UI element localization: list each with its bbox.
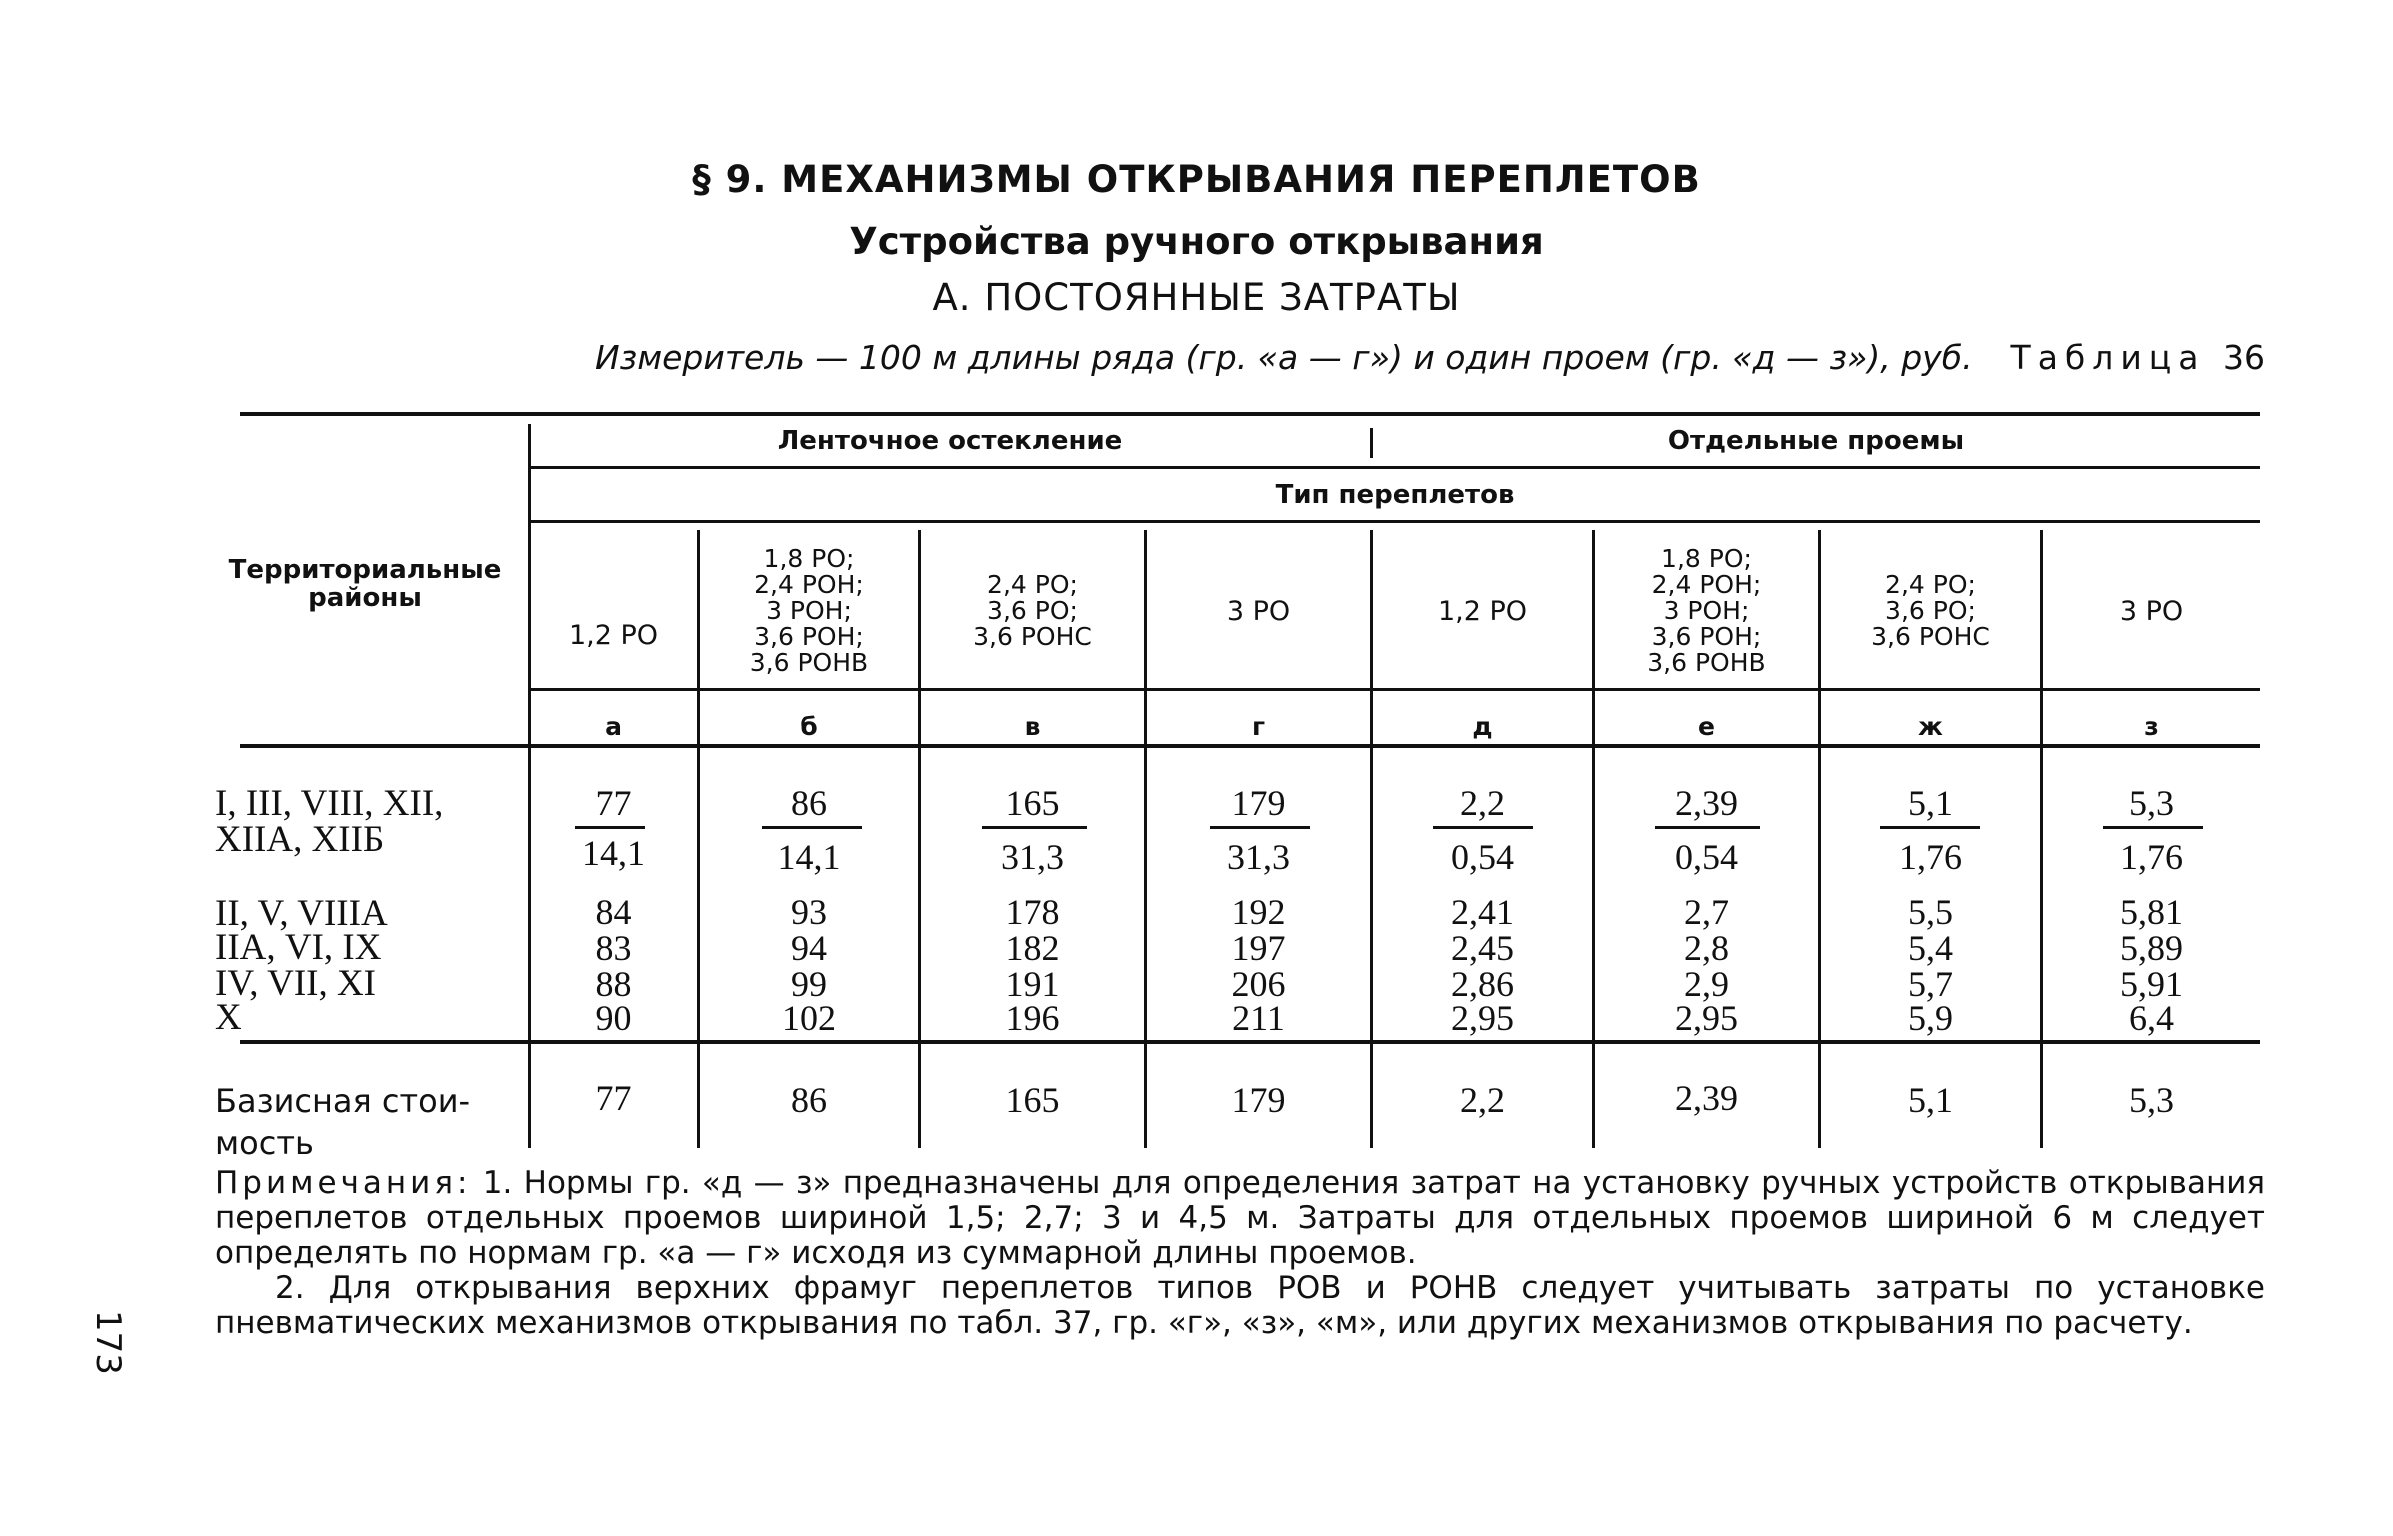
table-cell: 84: [595, 892, 632, 932]
col-type-b: [700, 546, 918, 676]
table-cell: 5,4: [1908, 928, 1953, 968]
table-cell: 2,95: [1675, 998, 1738, 1038]
basis-cell: 5,3: [2129, 1080, 2174, 1120]
table-word: Таблица: [2010, 338, 2206, 377]
col-letter: д: [1472, 712, 1493, 741]
region-label: IIА, VI, IX: [215, 927, 382, 968]
fraction-denominator: 0,54: [1451, 837, 1514, 877]
notes: [215, 1166, 2265, 1341]
table-cell: 6,4: [2129, 998, 2174, 1038]
table-cell: 182: [1005, 928, 1060, 968]
table-cell: 94: [791, 928, 827, 968]
table-cell: 83: [595, 928, 632, 968]
basis-cell: 86: [791, 1080, 827, 1120]
col-type-b-line: 2,4 РОН;: [754, 570, 864, 599]
col-letter: в: [1024, 712, 1041, 741]
col-type-z: 3 РО: [2119, 596, 2184, 627]
region-label-line: XIIА, XIIБ: [215, 819, 385, 860]
fraction-numerator: 2,39: [1675, 783, 1738, 823]
col-type-a: 1,2 РО: [568, 620, 659, 651]
basis-cost-label: [215, 1080, 470, 1164]
col-type-b-line: 1,8 РО;: [763, 544, 855, 573]
col-type-b-line: 3 РОН;: [766, 596, 852, 625]
fraction-bar: [762, 826, 862, 829]
fraction-numerator: 86: [791, 783, 827, 823]
note-1: [215, 1166, 2265, 1271]
table-cell: 2,9: [1684, 964, 1729, 1004]
table-cell: 2,86: [1451, 964, 1514, 1004]
col-type-zh-line: 3,6 РОНС: [1871, 622, 1990, 651]
table-cell: 206: [1231, 964, 1286, 1004]
table-number: 36: [2223, 338, 2265, 377]
table-cell: 2,7: [1684, 892, 1729, 932]
measurement-unit: Измеритель — 100 м длины ряда (гр. «а — г») и один проем (гр. «д — з»), руб.: [595, 338, 1973, 377]
basis-cell: 2,39: [1675, 1078, 1738, 1118]
col-type-e-line: 1,8 РО;: [1661, 544, 1752, 573]
col-letter: а: [605, 712, 622, 741]
subsection-heading: Устройства ручного открывания: [849, 220, 1544, 263]
page-number: 173: [88, 1310, 128, 1375]
col-letter: б: [800, 712, 818, 741]
fraction-numerator: 179: [1231, 783, 1286, 823]
table-cell: 5,7: [1908, 964, 1953, 1004]
table-cell: 88: [595, 964, 632, 1004]
col-letter: ж: [1918, 712, 1943, 741]
basis-cell: 2,2: [1460, 1080, 1505, 1120]
part-heading: А. ПОСТОЯННЫЕ ЗАТРАТЫ: [932, 276, 1461, 319]
col-type-b-line: 3,6 РОН;: [754, 622, 864, 651]
table-cell: 2,45: [1451, 928, 1514, 968]
fraction-denominator: 1,76: [2120, 837, 2183, 877]
fraction-denominator: 1,76: [1899, 837, 1962, 877]
col-type-b-line: 3,6 РОНВ: [749, 648, 869, 677]
notes-title: Примечания:: [215, 1165, 472, 1201]
table-cell: 5,9: [1908, 998, 1953, 1038]
fraction-denominator: 0,54: [1675, 837, 1738, 877]
table-cell: 192: [1231, 892, 1286, 932]
table-cell: 102: [782, 998, 836, 1038]
fraction-numerator: 5,1: [1908, 783, 1953, 823]
fraction-bar: [1880, 826, 1980, 829]
col-type-v-line: 3,6 РО;: [987, 596, 1078, 625]
col-type-e: [1595, 546, 1818, 676]
table-cell: 211: [1232, 998, 1285, 1038]
col-type-zh: [1821, 572, 2040, 650]
col-type-v-line: 2,4 РО;: [987, 570, 1078, 599]
col-type-zh-line: 3,6 РО;: [1885, 596, 1976, 625]
frame-type-header: Тип переплетов: [1275, 480, 1515, 510]
col-type-e-line: 3,6 РОНВ: [1647, 648, 1766, 677]
region-label: [215, 783, 444, 860]
group-header-openings: Отдельные проемы: [1667, 426, 1965, 456]
region-label: IV, VII, XI: [215, 963, 377, 1004]
col-type-zh-line: 2,4 РО;: [1885, 570, 1976, 599]
fraction-bar: [2103, 826, 2203, 829]
fraction-bar: [1655, 826, 1760, 829]
fraction-bar: [1433, 826, 1533, 829]
basis-cell: 77: [595, 1078, 632, 1118]
table-label: [2011, 338, 2265, 377]
table-cell: 2,41: [1451, 892, 1514, 932]
fraction-bar: [982, 826, 1087, 829]
col-letter: г: [1251, 712, 1266, 741]
table-cell: 197: [1231, 928, 1286, 968]
region-label-line: I, III, VIII, XII,: [215, 783, 444, 824]
table-cell: 5,91: [2120, 964, 2183, 1004]
fraction-numerator: 2,2: [1460, 783, 1505, 823]
table-cell: 5,89: [2120, 928, 2183, 968]
fraction-bar: [1210, 826, 1310, 829]
note-2: 2. Для открывания верхних фрамуг переплетов типов РОВ и РОНВ следует учитывать затраты по установке пневматических механизмов открывания по табл. 37, гр. «г», «з», «м», или других механизмов открывания по расчету.: [215, 1270, 2265, 1341]
fraction-numerator: 165: [1005, 783, 1060, 823]
col-type-d: 1,2 РО: [1437, 596, 1528, 627]
region-label: X: [215, 997, 242, 1038]
col-type-v-line: 3,6 РОНС: [973, 622, 1092, 651]
col-type-e-line: 2,4 РОН;: [1651, 570, 1762, 599]
note-1-text: 1. Нормы гр. «д — з» предназначены для определения затрат на установку ручных устройств открывания переплетов отдельных проемов шириной 1,5; 2,7; 3 и 4,5 м. Затраты для отдельных проемов шириной 6 м следует определять по нормам гр. «а — г» исходя из суммарной длины проемов.: [215, 1165, 2266, 1271]
table-cell: 178: [1005, 892, 1060, 932]
group-header-ribbon: Ленточное остекление: [777, 426, 1123, 456]
fraction-denominator: 14,1: [777, 837, 841, 877]
col-type-v: [921, 572, 1144, 650]
fraction-bar: [575, 826, 645, 829]
table-cell: 5,81: [2120, 892, 2183, 932]
fraction-numerator: 5,3: [2129, 783, 2174, 823]
section-heading: § 9. МЕХАНИЗМЫ ОТКРЫВАНИЯ ПЕРЕПЛЕТОВ: [692, 158, 1701, 201]
fraction-denominator: 31,3: [1001, 837, 1064, 877]
basis-cost-label-line: Базисная стои-: [215, 1082, 471, 1120]
fraction-denominator: 14,1: [582, 833, 645, 873]
table-cell: 90: [595, 998, 632, 1038]
fraction-denominator: 31,3: [1227, 837, 1290, 877]
region-label: II, V, VIIIА: [215, 893, 388, 934]
basis-cell: 5,1: [1908, 1080, 1953, 1120]
regions-header: Территориальные районы: [228, 555, 502, 613]
col-type-g: 3 РО: [1226, 596, 1291, 627]
basis-cell: 179: [1231, 1080, 1286, 1120]
fraction-numerator: 77: [595, 783, 632, 823]
table-cell: 93: [791, 892, 827, 932]
basis-cost-label-line: мость: [215, 1124, 314, 1162]
table-cell: 196: [1005, 998, 1060, 1038]
col-letter: з: [2144, 712, 2159, 741]
table-cell: 99: [791, 964, 827, 1004]
basis-cell: 165: [1005, 1080, 1060, 1120]
col-letter: е: [1698, 712, 1715, 741]
table-cell: 2,95: [1451, 998, 1514, 1038]
col-type-e-line: 3,6 РОН;: [1651, 622, 1762, 651]
col-type-e-line: 3 РОН;: [1663, 596, 1750, 625]
table-cell: 2,8: [1684, 928, 1729, 968]
table-cell: 191: [1005, 964, 1060, 1004]
table-cell: 5,5: [1908, 892, 1953, 932]
